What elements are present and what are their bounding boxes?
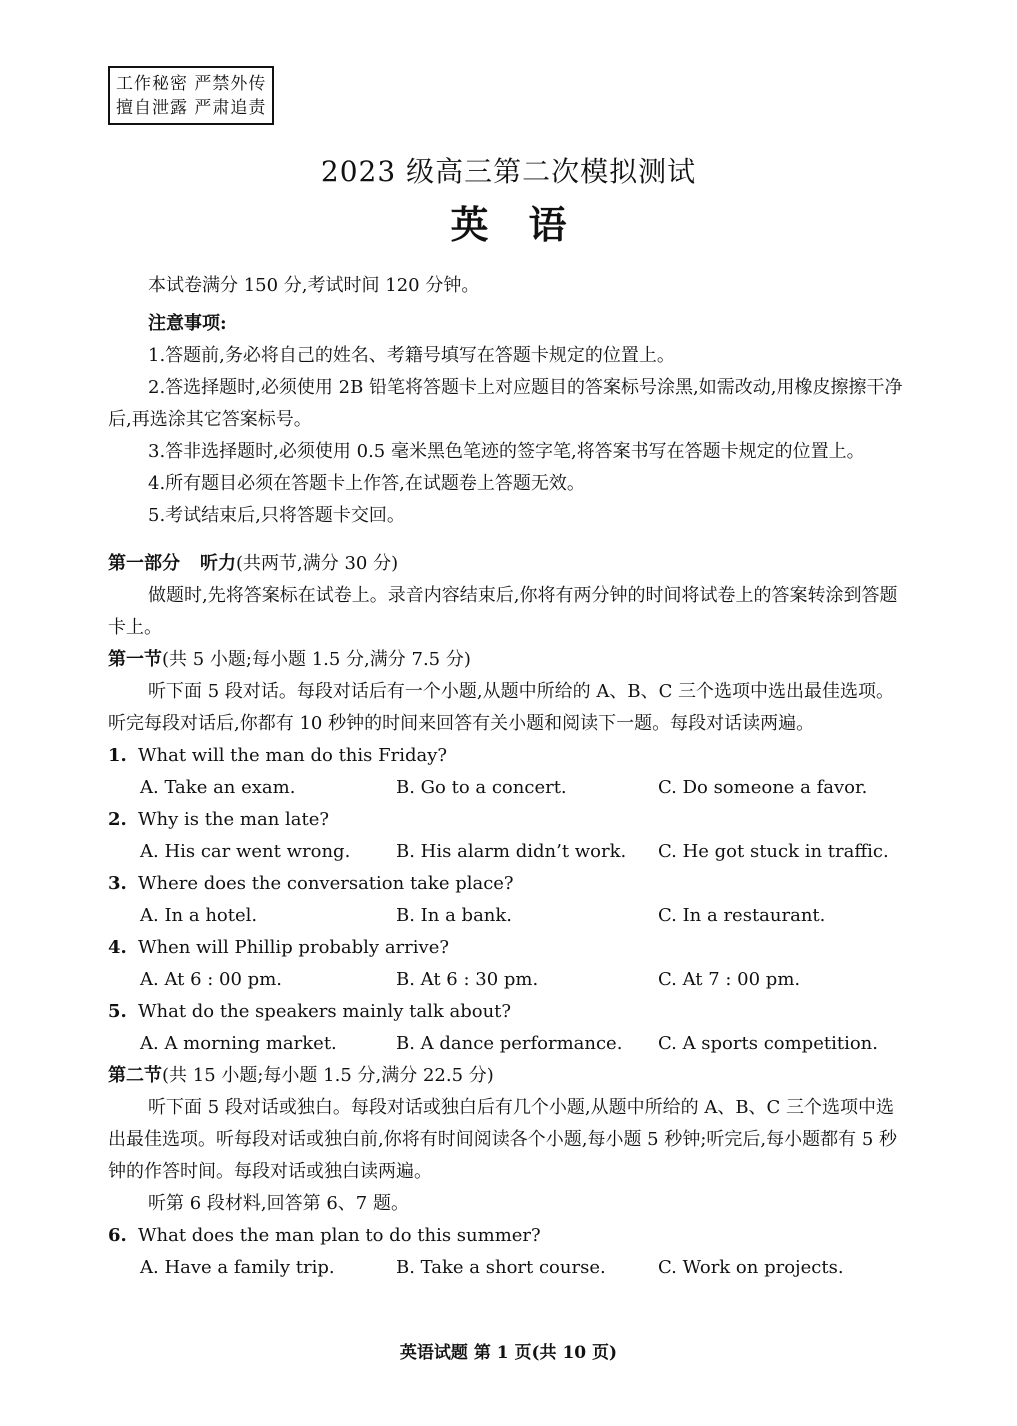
option-c: C. Do someone a favor. [658, 777, 868, 798]
question-6 [108, 1220, 908, 1284]
section1-title: 第一节 [108, 649, 162, 670]
section2-score: (共 15 小题;每小题 1.5 分,满分 22.5 分) [162, 1065, 494, 1086]
question-number: 5. [108, 1001, 127, 1022]
option-a: A. At 6 : 00 pm. [140, 969, 282, 990]
question-5 [108, 996, 908, 1060]
option-a: A. In a hotel. [140, 905, 258, 926]
question-number: 6. [108, 1225, 127, 1246]
section1-heading [108, 644, 908, 676]
notice-item-4: 4.所有题目必须在答题卡上作答,在试题卷上答题无效。 [148, 473, 585, 494]
exam-title: 2023 级高三第二次模拟测试 [320, 155, 697, 188]
section1-score: (共 5 小题;每小题 1.5 分,满分 7.5 分) [162, 649, 471, 670]
option-b: B. In a bank. [396, 905, 513, 926]
exam-subject: 英语 [450, 202, 607, 247]
confidential-stamp [108, 66, 274, 125]
option-c: C. A sports competition. [658, 1033, 878, 1054]
option-b: B. Go to a concert. [396, 777, 567, 798]
part1-score: (共两节,满分 30 分) [236, 553, 399, 574]
notice-title: 注意事项: [148, 313, 227, 334]
page-footer: 英语试题 第 1 页(共 10 页) [399, 1343, 618, 1363]
question-number: 4. [108, 937, 127, 958]
notice-item-5: 5.考试结束后,只将答题卡交回。 [148, 505, 405, 526]
question-4 [108, 932, 908, 996]
section2-material: 听第 6 段材料,回答第 6、7 题。 [148, 1193, 409, 1214]
question-number: 2. [108, 809, 127, 830]
question-stem: What does the man plan to do this summer? [138, 1225, 541, 1246]
notice-item-1: 1.答题前,务必将自己的姓名、考籍号填写在答题卡规定的位置上。 [148, 345, 675, 366]
stamp-line-1: 工作秘密 严禁外传 [116, 74, 267, 94]
section2-title: 第二节 [108, 1065, 162, 1086]
question-stem: Why is the man late? [138, 809, 330, 830]
option-a: A. Have a family trip. [140, 1257, 335, 1278]
question-stem: When will Phillip probably arrive? [138, 937, 449, 958]
question-3 [108, 868, 908, 932]
option-c: C. At 7 : 00 pm. [658, 969, 801, 990]
notice-item-3: 3.答非选择题时,必须使用 0.5 毫米黑色笔迹的签字笔,将答案书写在答题卡规定的位置上。 [148, 441, 865, 462]
question-number: 1. [108, 745, 127, 766]
exam-body [108, 270, 908, 1284]
option-c: C. In a restaurant. [658, 905, 826, 926]
option-c: C. He got stuck in traffic. [658, 841, 889, 862]
option-b: B. At 6 : 30 pm. [396, 969, 539, 990]
option-a: A. His car went wrong. [140, 841, 351, 862]
stamp-line-2: 擅自泄露 严肃追责 [116, 98, 267, 118]
option-a: A. A morning market. [140, 1033, 337, 1054]
option-b: B. His alarm didn’t work. [396, 841, 627, 862]
question-stem: What do the speakers mainly talk about? [138, 1001, 512, 1022]
question-1 [108, 740, 908, 804]
option-b: B. Take a short course. [396, 1257, 606, 1278]
option-c: C. Work on projects. [658, 1257, 844, 1278]
part1-heading [108, 548, 908, 580]
exam-intro: 本试卷满分 150 分,考试时间 120 分钟。 [148, 275, 480, 296]
part1-instruction: 做题时,先将答案标在试卷上。录音内容结束后,你将有两分钟的时间将试卷上的答案转涂到答题卡上。 [108, 585, 898, 638]
question-number: 3. [108, 873, 127, 894]
section2-heading [108, 1060, 908, 1092]
part1-label: 第一部分 [108, 553, 180, 574]
question-stem: Where does the conversation take place? [138, 873, 514, 894]
option-a: A. Take an exam. [140, 777, 296, 798]
section2-instruction: 听下面 5 段对话或独白。每段对话或独白后有几个小题,从题中所给的 A、B、C 三个选项中选出最佳选项。听每段对话或独白前,你将有时间阅读各个小题,每小题 5 秒钟;听完后,每小题都有 5 秒钟的作答时间。每段对话或独白读两遍。 [108, 1097, 898, 1182]
notice-item-2: 2.答选择题时,必须使用 2B 铅笔将答题卡上对应题目的答案标号涂黑,如需改动,用橡皮擦擦干净后,再选涂其它答案标号。 [108, 377, 903, 430]
option-b: B. A dance performance. [396, 1033, 623, 1054]
part1-name: 听力 [200, 553, 236, 574]
section1-instruction: 听下面 5 段对话。每段对话后有一个小题,从题中所给的 A、B、C 三个选项中选出最佳选项。听完每段对话后,你都有 10 秒钟的时间来回答有关小题和阅读下一题。每段对话读两遍。 [108, 681, 895, 734]
question-stem: What will the man do this Friday? [138, 745, 448, 766]
question-2 [108, 804, 908, 868]
